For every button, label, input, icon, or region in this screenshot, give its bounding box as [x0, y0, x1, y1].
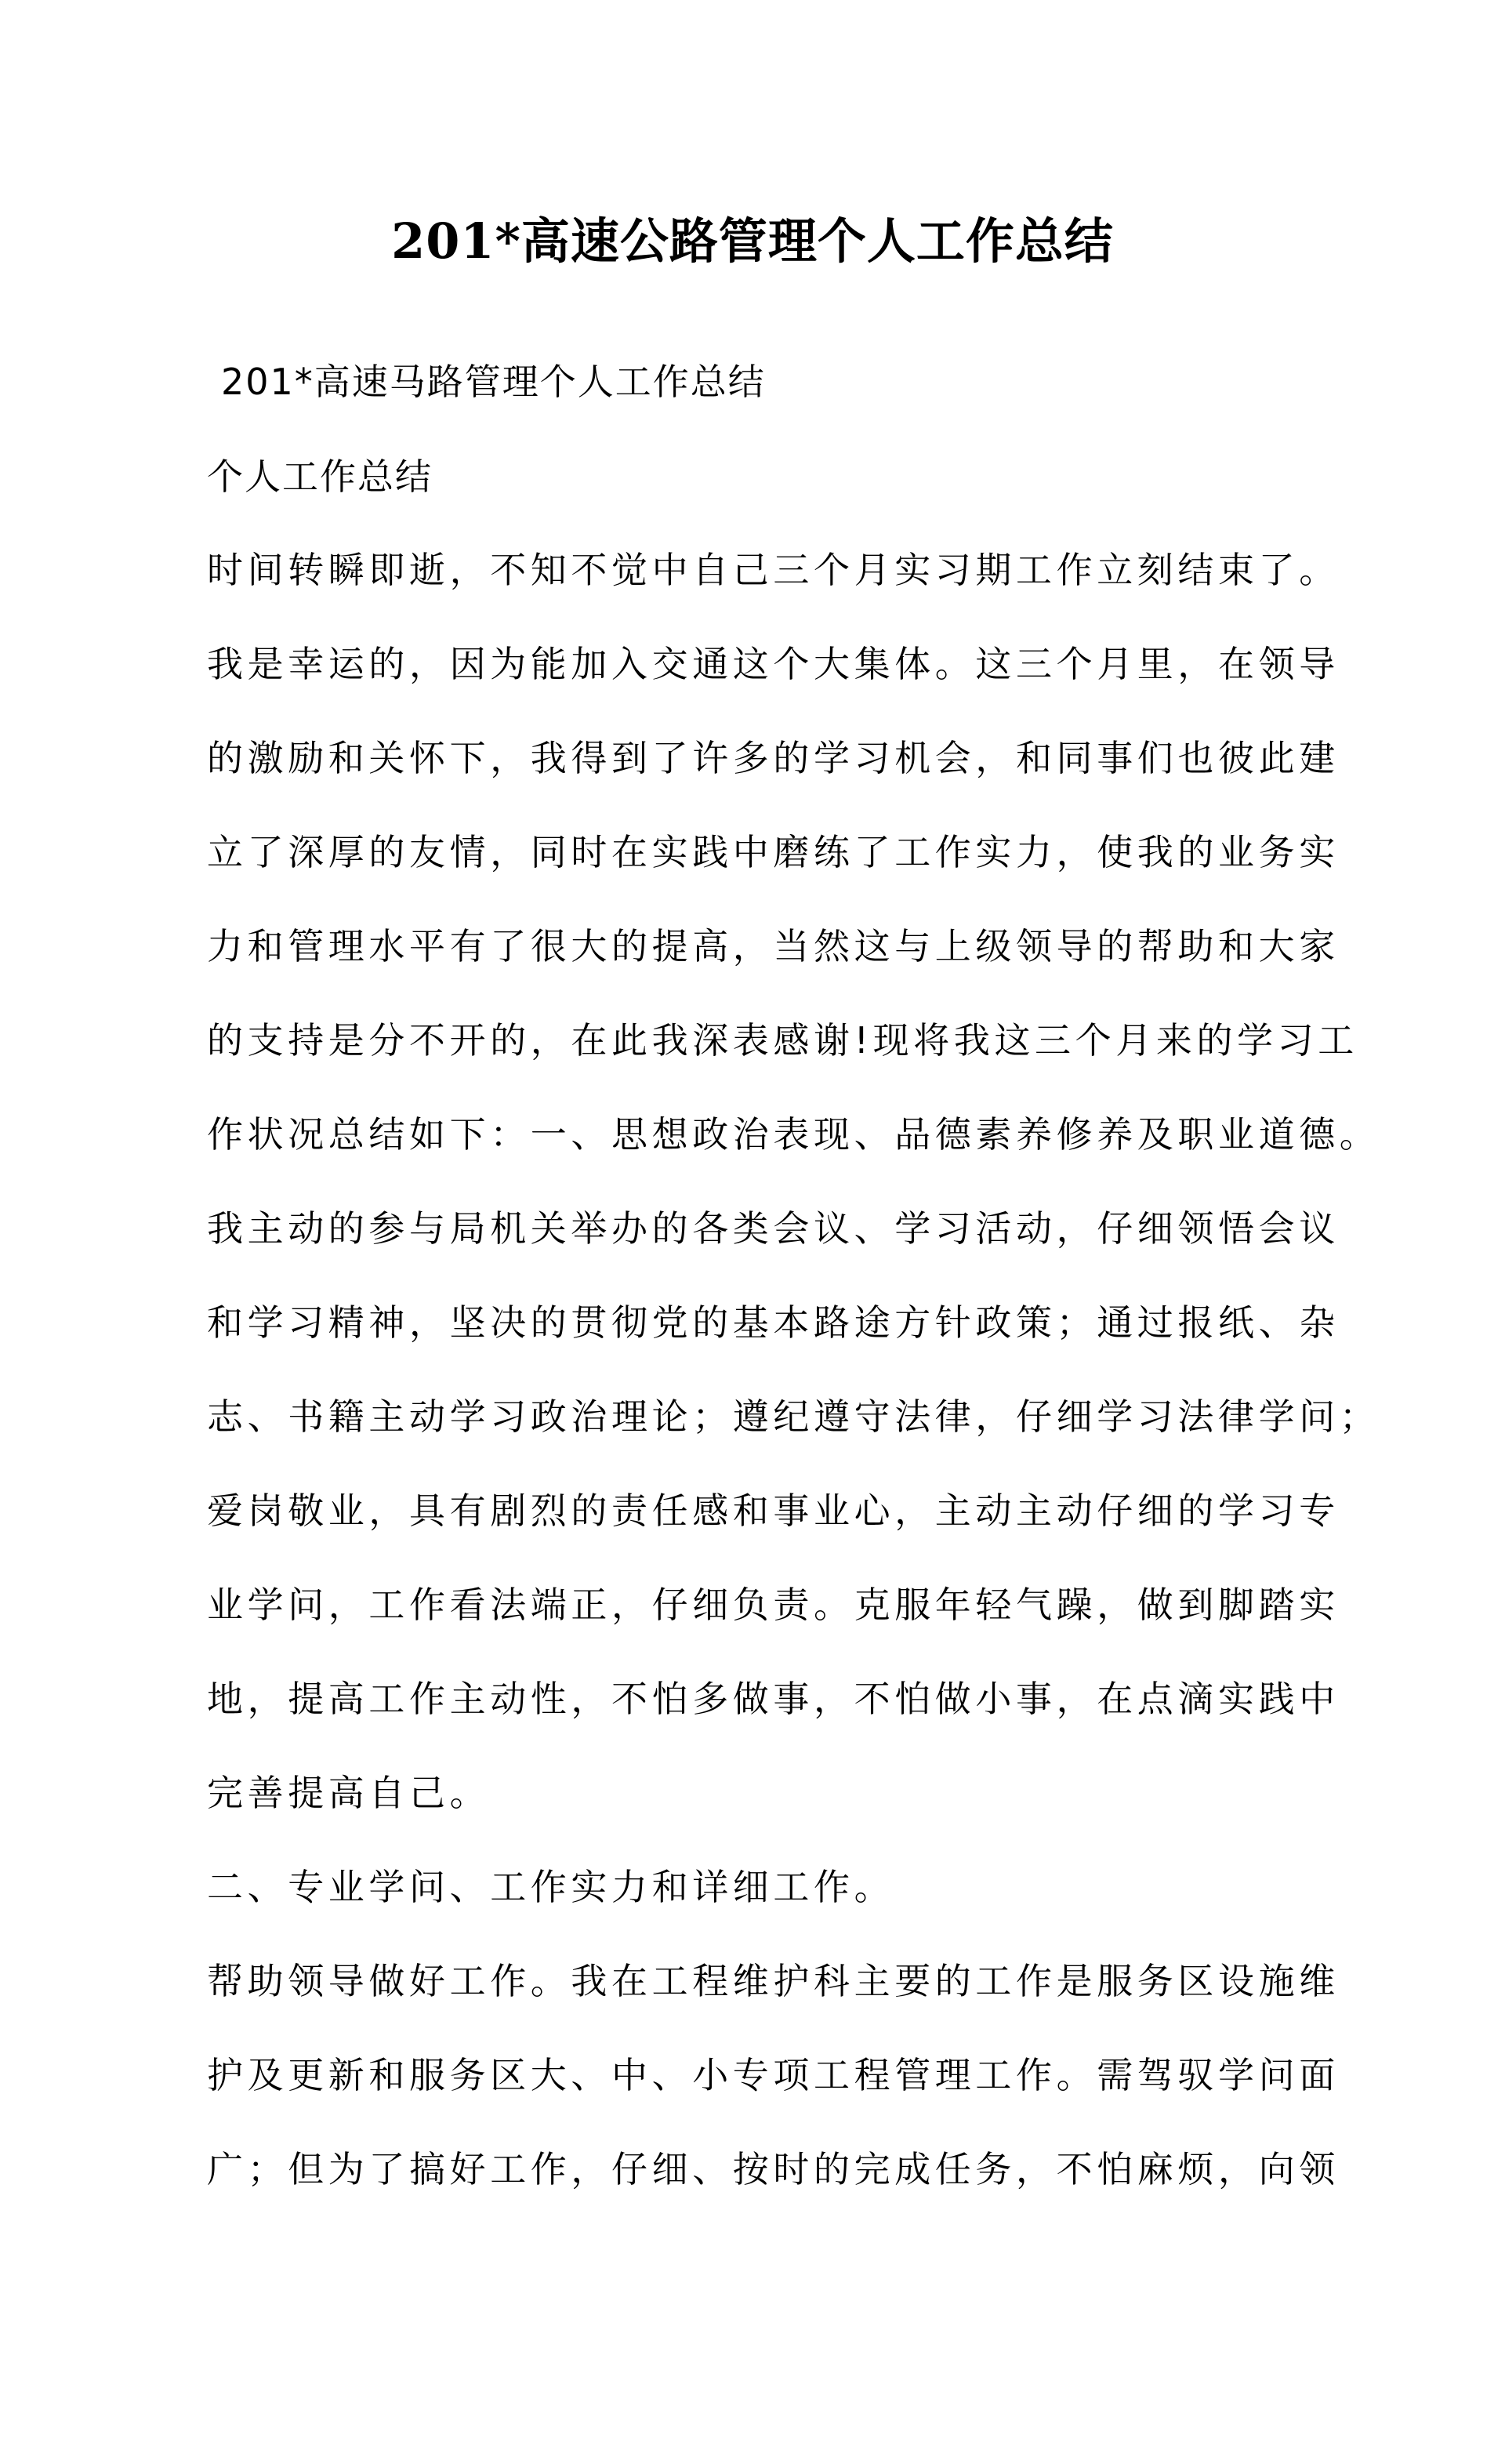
paragraph-line: 作状况总结如下：一、思想政治表现、品德素养修养及职业道德。	[207, 1113, 1380, 1156]
paragraph-line: 广；但为了搞好工作，仔细、按时的完成任务，不怕麻烦，向领	[207, 2148, 1340, 2190]
paragraph-line: 我主动的参与局机关举办的各类会议、学习活动，仔细领悟会议	[207, 1207, 1340, 1250]
paragraph-line: 护及更新和服务区大、中、小专项工程管理工作。需驾驭学问面	[207, 2054, 1340, 2096]
document-title: 201*高速公路管理个人工作总结	[391, 212, 1114, 270]
paragraph-line: 力和管理水平有了很大的提高，当然这与上级领导的帮助和大家	[207, 925, 1340, 967]
paragraph-line: 志、书籍主动学习政治理论；遵纪遵守法律，仔细学习法律学问；	[207, 1395, 1380, 1438]
paragraph-line: 地，提高工作主动性，不怕多做事，不怕做小事，在点滴实践中	[207, 1678, 1340, 1720]
paragraph-line: 帮助领导做好工作。我在工程维护科主要的工作是服务区设施维	[207, 1960, 1340, 2002]
paragraph-line: 的支持是分不开的，在此我深表感谢!现将我这三个月来的学习工	[207, 1019, 1358, 1061]
section-heading: 二、专业学问、工作实力和详细工作。	[207, 1866, 895, 1908]
paragraph-line: 的激励和关怀下，我得到了许多的学习机会，和同事们也彼此建	[207, 737, 1340, 779]
paragraph-line: 时间转瞬即逝，不知不觉中自己三个月实习期工作立刻结束了。	[207, 549, 1340, 591]
paragraph-line: 业学问，工作看法端正，仔细负责。克服年轻气躁，做到脚踏实	[207, 1584, 1340, 1626]
paragraph-line: 我是幸运的，因为能加入交通这个大集体。这三个月里，在领导	[207, 643, 1340, 685]
section-heading: 个人工作总结	[207, 455, 433, 498]
paragraph-line: 爱岗敬业，具有剧烈的责任感和事业心，主动主动仔细的学习专	[207, 1490, 1340, 1532]
paragraph-line: 完善提高自己。	[207, 1772, 491, 1814]
document-subtitle: 201*高速马路管理个人工作总结	[221, 361, 766, 403]
paragraph-line: 立了深厚的友情，同时在实践中磨练了工作实力，使我的业务实	[207, 831, 1340, 873]
paragraph-line: 和学习精神，坚决的贯彻党的基本路途方针政策；通过报纸、杂	[207, 1301, 1340, 1344]
